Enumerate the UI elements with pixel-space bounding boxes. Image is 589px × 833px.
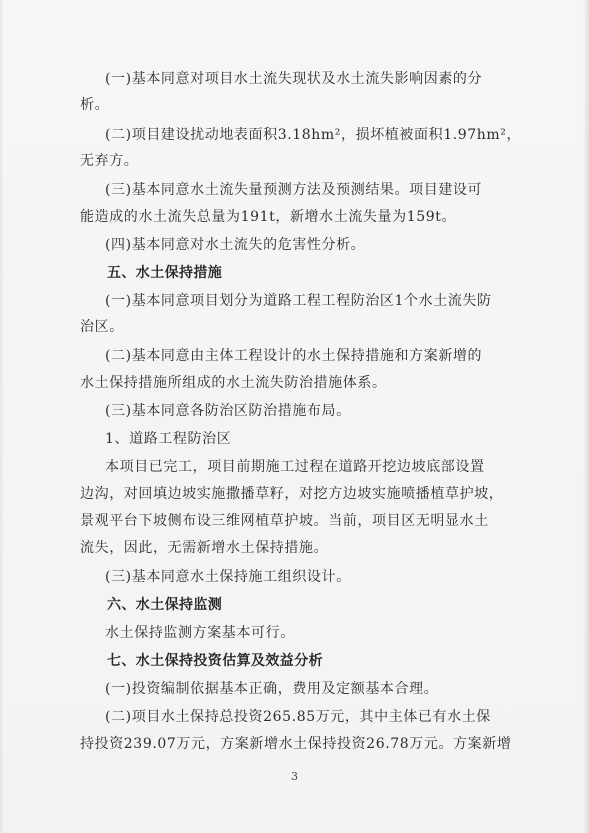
paragraph-1-continuation: 析。	[80, 97, 110, 113]
paragraph-11: 水土保持监测方案基本可行。	[105, 625, 295, 641]
paragraph-12: (一)投资编制依据基本正确，费用及定额基本合理。	[105, 681, 439, 697]
paragraph-4: (四)基本同意对水土流失的危害性分析。	[105, 237, 366, 253]
paragraph-9-line-3: 景观平台下坡侧布设三维网植草护坡。当前，项目区无明显水土	[80, 513, 489, 529]
paragraph-6-first-line: (二)基本同意由主体工程设计的水土保持措施和方案新增的	[105, 348, 483, 364]
paragraph-13-continuation: 持投资239.07万元，方案新增水土保持投资26.78万元。方案新增	[80, 736, 512, 752]
paragraph-2-continuation: 无弃方。	[80, 153, 139, 169]
paragraph-13-first-line: (二)项目水土保持总投资265.85万元，其中主体已有水土保	[105, 709, 491, 725]
paragraph-3-first-line: (三)基本同意水土流失量预测方法及预测结果。项目建设可	[105, 182, 483, 198]
paragraph-2-first-line: (二)项目建设扰动地表面积3.18hm²，损坏植被面积1.97hm²，	[105, 127, 522, 143]
paragraph-6-continuation: 水土保持措施所组成的水土流失防治措施体系。	[80, 375, 387, 391]
paragraph-9-first-line: 本项目已完工，项目前期施工过程在道路开挖边坡底部设置	[105, 459, 485, 475]
paragraph-5-first-line: (一)基本同意项目划分为道路工程工程防治区1个水土流失防	[105, 293, 492, 309]
paragraph-10: (三)基本同意水土保持施工组织设计。	[105, 569, 351, 585]
paragraph-1-first-line: (一)基本同意对项目水土流失现状及水土流失影响因素的分	[105, 71, 483, 87]
paragraph-9-line-2: 边沟，对回填边坡实施撒播草籽，对挖方边坡实施喷播植草护坡，	[80, 486, 504, 502]
paragraph-3-continuation: 能造成的水土流失总量为191t，新增水土流失量为159t。	[80, 209, 457, 225]
page-shadow-right	[583, 0, 589, 833]
paragraph-9-line-4: 流失，因此，无需新增水土保持措施。	[80, 540, 329, 556]
section-heading-6: 六、水土保持监测	[107, 597, 223, 613]
subsection-road-area: 1、道路工程防治区	[105, 431, 232, 447]
section-heading-7: 七、水土保持投资估算及效益分析	[107, 653, 323, 669]
page-number: 3	[291, 770, 298, 783]
page-shadow-left	[0, 0, 4, 833]
section-heading-5: 五、水土保持措施	[107, 265, 223, 281]
paragraph-7: (三)基本同意各防治区防治措施布局。	[105, 403, 351, 419]
paragraph-5-continuation: 治区。	[80, 319, 124, 335]
